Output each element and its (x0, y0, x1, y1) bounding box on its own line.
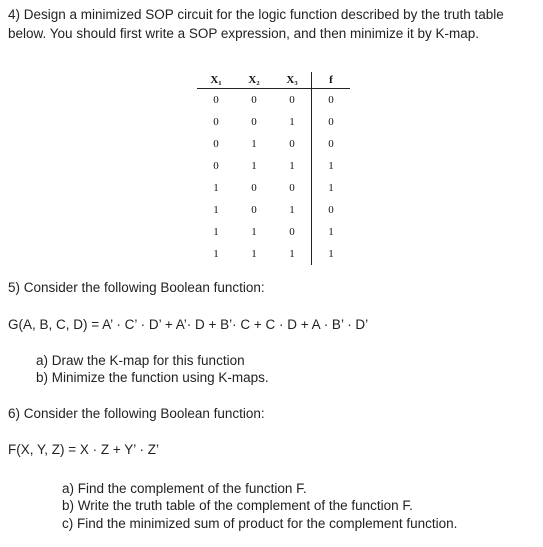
header-x3: X₃ (273, 72, 312, 89)
question-4-text-line-1: 4) Design a minimized SOP circuit for the logic function described by the truth table (8, 7, 504, 22)
cell: 1 (251, 248, 257, 260)
cell: 1 (328, 226, 334, 238)
question-6-function: F(X, Y, Z) = X · Z + Y’ · Z’ (8, 442, 160, 457)
cell: 0 (328, 204, 334, 216)
table-row (197, 243, 350, 265)
cell: 1 (328, 182, 334, 194)
cell: 1 (273, 111, 312, 133)
cell: 0 (213, 94, 219, 106)
cell: 1 (213, 226, 219, 238)
table-row (197, 133, 350, 155)
cell: 0 (328, 94, 334, 106)
cell: 0 (251, 94, 257, 106)
question-4-text-line-2: below. You should first write a SOP expression, and then minimize it by K-map. (8, 26, 479, 41)
table-row (197, 199, 350, 221)
cell: 0 (213, 160, 219, 172)
cell: 1 (251, 138, 257, 150)
cell: 0 (328, 116, 334, 128)
question-6-part-b: b) Write the truth table of the complement of the function F. (62, 498, 413, 513)
cell: 1 (251, 226, 257, 238)
truth-table-header-row (197, 72, 350, 89)
cell: 1 (213, 182, 219, 194)
question-5-part-b: b) Minimize the function using K-maps. (36, 370, 269, 385)
header-x1: X₁ (197, 72, 235, 89)
table-row (197, 221, 350, 243)
cell: 0 (328, 138, 334, 150)
truth-table (197, 72, 350, 265)
cell: 0 (273, 133, 312, 155)
cell: 1 (328, 160, 334, 172)
header-x2: X₂ (235, 72, 273, 89)
question-6-part-c: c) Find the minimized sum of product for the complement function. (62, 516, 458, 531)
cell: 0 (251, 204, 257, 216)
cell: 1 (273, 155, 312, 177)
cell: 1 (273, 199, 312, 221)
cell: 0 (213, 138, 219, 150)
table-row (197, 111, 350, 133)
cell: 1 (213, 248, 219, 260)
question-6-part-a: a) Find the complement of the function F. (62, 481, 307, 496)
table-row (197, 89, 350, 112)
cell: 0 (251, 116, 257, 128)
table-row (197, 155, 350, 177)
question-5-title: 5) Consider the following Boolean function: (8, 280, 265, 295)
cell: 0 (273, 177, 312, 199)
cell: 1 (251, 160, 257, 172)
question-5-part-a: a) Draw the K-map for this function (36, 353, 245, 368)
cell: 1 (328, 248, 334, 260)
header-f: f (312, 72, 351, 89)
cell: 1 (213, 204, 219, 216)
question-6-title: 6) Consider the following Boolean function: (8, 406, 265, 421)
cell: 0 (273, 89, 312, 112)
cell: 0 (213, 116, 219, 128)
table-row (197, 177, 350, 199)
question-5-function: G(A, B, C, D) = A’ · C’ · D’ + A’· D + B’· C + C · D + A · B’ · D’ (8, 317, 369, 332)
cell: 0 (251, 182, 257, 194)
cell: 1 (273, 243, 312, 265)
cell: 0 (273, 221, 312, 243)
